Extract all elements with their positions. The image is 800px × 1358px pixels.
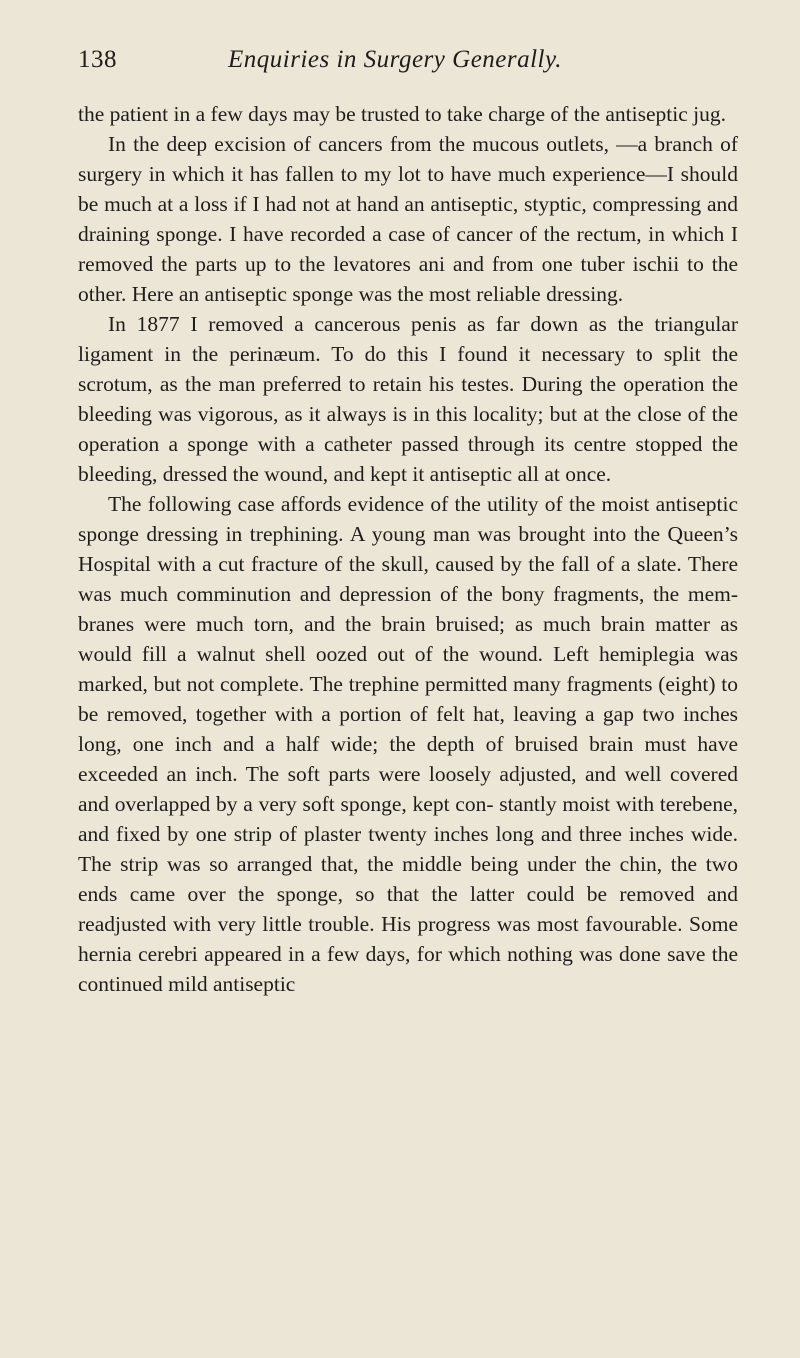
body-text xyxy=(78,99,738,999)
page-header xyxy=(78,46,738,82)
paragraph-1877-case: In 1877 I removed a cancerous penis as far down as the triangular ligament in the perinæum. To do this I found it necessary to split the scrotum, as the man preferred to retain his testes. During the operation the bleeding was vigorous, as it always is in this locality; but at the close of the operation a sponge with a catheter passed through its centre stopped the bleeding, dressed the wound, and kept it antiseptic all at once. xyxy=(78,312,738,486)
running-head: Enquiries in Surgery Generally. xyxy=(228,46,562,73)
paragraph-trephining-case: The following case affords evidence of the utility of the moist antiseptic sponge dressing in trephining. A young man was brought into the Queen’s Hospital with a cut fracture of the skull, caused by the fall of a slate. There was much comminution and depression of the bony fragments, the mem- branes were much torn, and the brain bruised; as much brain matter as would fill a walnut shell oozed out of the wound. Left hemiplegia was marked, but not complete. The trephine permitted many fragments (eight) to be removed, together with a portion of felt hat, leaving a gap two inches long, one inch and a half wide; the depth of bruised brain must have exceeded an inch. The soft parts were loosely adjusted, and well covered and overlapped by a very soft sponge, kept con- stantly moist with terebene, and fixed by one strip of plaster twenty inches long and three inches wide. The strip was so arranged that, the middle being under the chin, the two ends came over the sponge, so that the latter could be removed and readjusted with very little trouble. His progress was most favourable. Some hernia cerebri appeared in a few days, for which nothing was done save the continued mild antiseptic xyxy=(78,492,738,996)
page-number: 138 xyxy=(78,46,117,73)
paragraph-mucous-outlets: In the deep excision of cancers from the mucous outlets, —a branch of surgery in which it has fallen to my lot to have much experience—I should be much at a loss if I had not at hand an antiseptic, styptic, compressing and draining sponge. I have recorded a case of cancer of the rectum, in which I removed the parts up to the levatores ani and from one tuber ischii to the other. Here an antiseptic sponge was the most reliable dressing. xyxy=(78,132,738,306)
paragraph-continuation: the patient in a few days may be trusted to take charge of the antiseptic jug. xyxy=(78,102,726,126)
